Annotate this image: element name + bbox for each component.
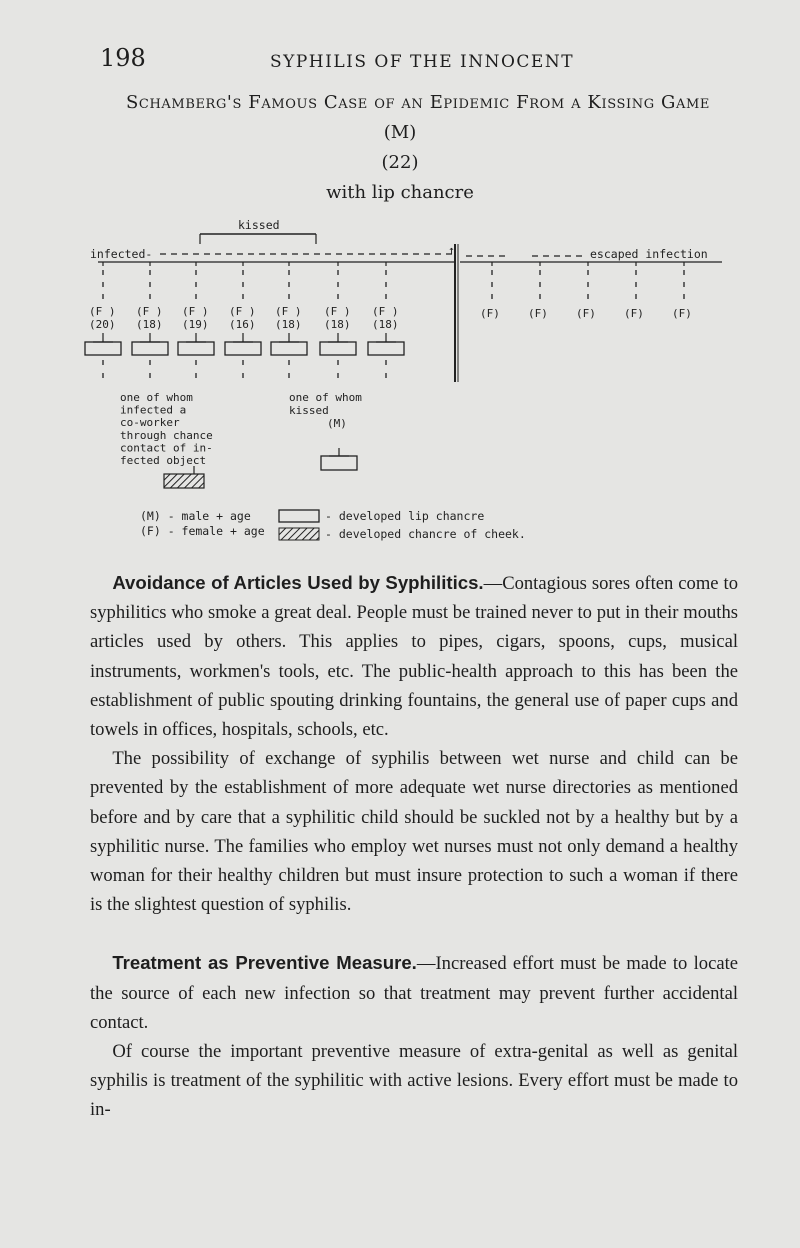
paragraph-extragenital: Of course the important preventive measure of extra-genital as well as genital syphilis is treatment of the syphilitic with active lesions. Every effort must be made to in- <box>90 1041 738 1121</box>
legend-lip: - developed lip chancre <box>325 509 485 523</box>
case-sex: (F ) <box>372 305 399 318</box>
source-note: with lip chancre <box>326 182 474 203</box>
note-right-line: one of whom <box>289 391 362 404</box>
legend-lip-box <box>279 510 319 522</box>
lip-chancre-box <box>320 342 356 355</box>
note-right <box>289 391 362 430</box>
case-age: (20) <box>89 318 116 331</box>
lip-chancre-box <box>271 342 307 355</box>
escaped-case: (F) <box>528 307 548 320</box>
case-sex: (F ) <box>324 305 351 318</box>
source-label: (M) <box>383 122 417 143</box>
case-age: (19) <box>182 318 209 331</box>
note-left-line: contact of in- <box>120 441 213 455</box>
escaped-case: (F) <box>576 307 596 320</box>
lip-chancre-box-male <box>321 456 357 470</box>
lip-chancre-box <box>85 342 121 355</box>
note-left-line: one of whom <box>120 391 193 404</box>
legend-male: (M) - male + age <box>140 509 251 523</box>
infected-label: infected- <box>90 247 153 261</box>
note-left-line: through chance <box>120 428 213 442</box>
paragraph-treatment: Treatment as Preventive Measure.—Increased effort must be made to locate the source of each new infection so that treatment may prevent further accidental contact. <box>90 952 738 1033</box>
kissed-label: kissed <box>238 218 280 232</box>
lip-chancre-box <box>178 342 214 355</box>
case-sex: (F ) <box>182 305 209 318</box>
lip-chancre-box <box>132 342 168 355</box>
note-right-line: kissed <box>289 404 329 417</box>
note-left-line: co-worker <box>120 416 180 430</box>
lip-chancre-box <box>225 342 261 355</box>
case-sex: (F ) <box>275 305 302 318</box>
running-title: SYPHILIS OF THE INNOCENT <box>270 52 575 72</box>
note-right-line: (M) <box>327 417 347 430</box>
lip-chancre-box <box>368 342 404 355</box>
escaped-case: (F) <box>624 307 644 320</box>
case-sex: (F ) <box>89 305 116 318</box>
paragraph-avoidance: Avoidance of Articles Used by Syphilitics.—Contagious sores often come to syphilitics who smoke a great deal. People must be trained never to put in their mouths articles used by others. This applies to pipes, cigars, spoons, cups, musical instruments, workmen's tools, etc. The public-health approach to this has been the establishment of public spouting drinking fountains, the general use of paper cups and towels in offices, hospitals, schools, etc. <box>90 572 738 741</box>
escaped-cases <box>480 262 692 320</box>
paragraph-wet-nurse: The possibility of exchange of syphilis between wet nurse and child can be prevented by the establishment of more adequate wet nurse directories as mentioned before and by care that a syphilitic child should be suckled not by a healthy but by a syphilitic nurse. The families who employ wet nurses must not only demand a healthy woman for their healthy children but must insure protection to such a woman if there is the slightest question of syphilis. <box>90 748 738 916</box>
source-age: (22) <box>381 152 419 173</box>
heading-avoidance: Avoidance of Articles Used by Syphilitics. <box>112 572 484 593</box>
case-age: (18) <box>324 318 351 331</box>
case-age: (16) <box>229 318 256 331</box>
page-number: 198 <box>100 44 146 72</box>
case-sex: (F ) <box>229 305 256 318</box>
escaped-case: (F) <box>672 307 692 320</box>
body-text <box>90 568 738 1125</box>
escaped-case: (F) <box>480 307 500 320</box>
note-left <box>120 391 213 467</box>
case-age: (18) <box>372 318 399 331</box>
case-sex: (F ) <box>136 305 163 318</box>
heading-treatment: Treatment as Preventive Measure. <box>112 952 417 974</box>
infected-cases <box>85 262 404 378</box>
note-left-line: fected object <box>120 454 207 467</box>
figure-title: Schamberg's Famous Case of an Epidemic From a Kissing Game <box>126 92 710 113</box>
kissing-game-diagram <box>0 0 800 560</box>
legend-female: (F) - female + age <box>140 524 265 538</box>
note-left-line: infected a <box>120 403 187 417</box>
cheek-chancre-box <box>164 474 204 488</box>
legend-cheek-box <box>279 528 319 540</box>
case-age: (18) <box>136 318 163 331</box>
arrow-glyph: ↑ <box>448 243 455 257</box>
escaped-label: escaped infection <box>590 247 708 261</box>
case-age: (18) <box>275 318 302 331</box>
legend-cheek: - developed chancre of cheek. <box>325 527 526 541</box>
